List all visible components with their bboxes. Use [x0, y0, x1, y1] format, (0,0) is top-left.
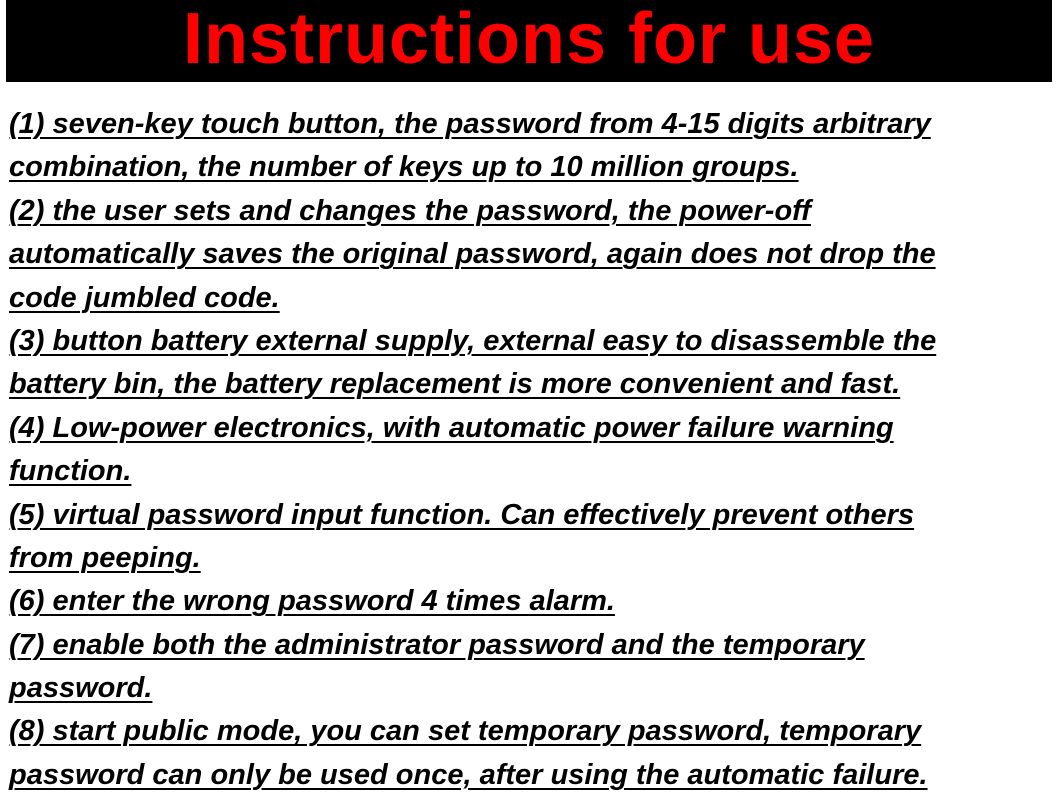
page-title: Instructions for use: [182, 0, 876, 79]
instruction-text: (4) Low-power electronics, with automatic power failure warning: [9, 411, 894, 444]
instruction-text: (3) button battery external supply, external easy to disassemble the: [9, 324, 937, 357]
instruction-text: (7) enable both the administrator password and the temporary: [9, 628, 865, 661]
instruction-line: [9, 146, 1049, 189]
instruction-line: [9, 103, 1049, 146]
instruction-text: combination, the number of keys up to 10 million groups.: [9, 151, 799, 184]
instruction-line: [9, 450, 1049, 493]
instruction-text: (2) the user sets and changes the password, the power-off: [9, 194, 811, 227]
instruction-text: password.: [9, 672, 153, 705]
instruction-line: [9, 407, 1049, 450]
instruction-text: (5) virtual password input function. Can effectively prevent others: [9, 498, 915, 531]
instruction-text: (6) enter the wrong password 4 times alarm.: [9, 585, 615, 618]
instruction-line: [9, 190, 1049, 233]
instruction-line: [9, 580, 1049, 623]
instruction-line: [9, 710, 1049, 753]
instruction-line: [9, 537, 1049, 580]
instruction-line: [9, 320, 1049, 363]
instruction-text: automatically saves the original password, again does not drop the: [9, 238, 936, 271]
instruction-text: code jumbled code.: [9, 281, 280, 314]
instruction-text: function.: [9, 455, 132, 488]
title-banner: [6, 0, 1052, 82]
instruction-text: from peeping.: [9, 541, 201, 574]
instruction-line: [9, 667, 1049, 710]
instruction-line: [9, 494, 1049, 537]
instruction-text: (8) start public mode, you can set temporary password, temporary: [9, 715, 922, 748]
instruction-line: [9, 754, 1049, 797]
instruction-line: [9, 363, 1049, 406]
instructions-list: [9, 103, 1049, 797]
instruction-text: password can only be used once, after using the automatic failure.: [9, 758, 928, 791]
instruction-text: (1) seven-key touch button, the password from 4-15 digits arbitrary: [9, 108, 931, 140]
instruction-line: [9, 277, 1049, 320]
instruction-line: [9, 624, 1049, 667]
instruction-text: battery bin, the battery replacement is more convenient and fast.: [9, 368, 901, 401]
instruction-line: [9, 233, 1049, 276]
